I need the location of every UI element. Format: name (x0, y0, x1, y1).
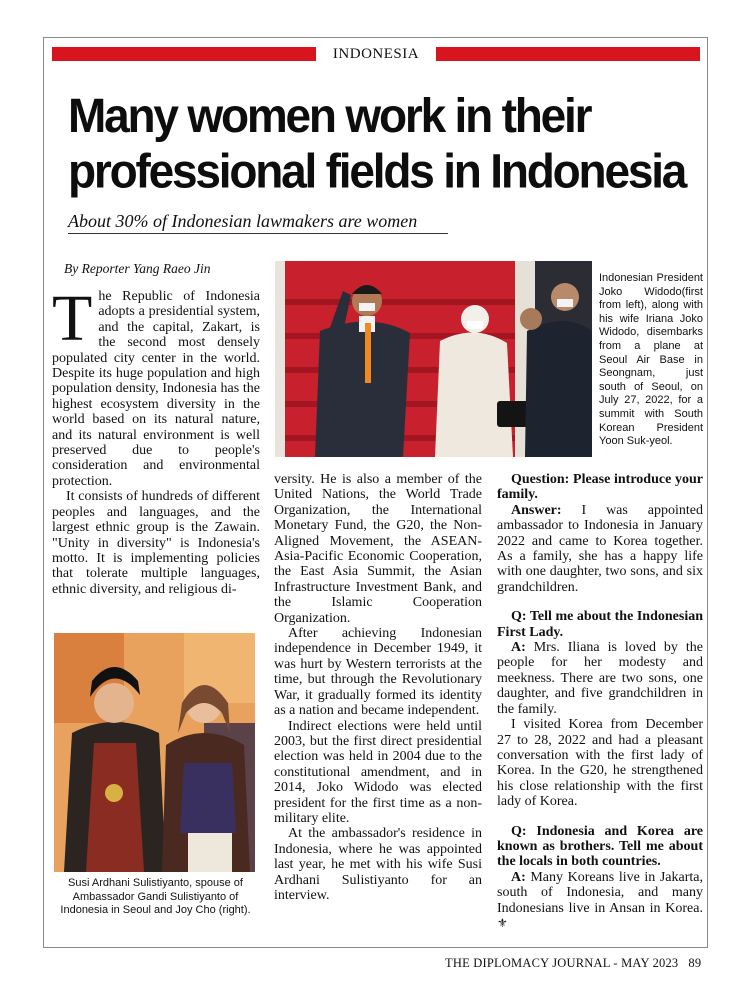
intro-paragraph: The Republic of Indonesia adopts a presidential system, and the capital, Zakart, is the second most densely populated city center in the world. Despite its huge population and high population density, Indonesia has the highest ecosystem diversity in the world based on its natural nature, and its natural environment is well preserved due to people's consideration and environmental protection. (52, 282, 260, 489)
photo-illustration (54, 633, 255, 872)
paragraph: At the ambassador's residence in Indonesia, where he was appointed last year, he met with his wife Susi Ardhani Sulistiyanto for an interview. (274, 826, 482, 903)
photo-president-arrival (275, 261, 592, 457)
paragraph: After achieving Indonesian independence in December 1949, it was hurt by Western terrorists at the time, but through the Revolutionary War, it gradually formed its identity as a nation and became independent. (274, 626, 482, 719)
caption-spouse-portrait: Susi Ardhani Sulistiyanto, spouse of Ambassador Gandi Sulistiyanto of Indonesia in Seoul and Joy Cho (right). (60, 877, 251, 917)
photo-spouse-portrait (54, 633, 255, 872)
section-bar-left (52, 47, 316, 61)
article-column-2 (274, 472, 482, 903)
photo-illustration (275, 261, 592, 457)
end-mark-icon: ⚜ (497, 915, 508, 930)
section-label: INDONESIA (332, 46, 420, 62)
subheadline-underline (68, 233, 448, 234)
headline-line-2: professional fields in Indonesia (68, 143, 686, 199)
caption-president-arrival: Indonesian President Joko Widodo(first from left), along with his wife Iriana Joko Widodo, disembarks from a plane at Seoul Air Base in Seongnam, just south of Seoul, on July 27, 2022, for a summit with South Korean President Yoon Suk-yeol. (599, 272, 703, 448)
interview-answer: A: Mrs. Iliana is loved by the people for her modesty and meekness. There are two sons, one daughter, and five grandchildren in the family. (497, 640, 703, 717)
publication-name: THE DIPLOMACY JOURNAL - MAY 2023 (445, 956, 679, 970)
interview-question: Question: Please introduce your family. (497, 472, 703, 503)
interview-question: Q: Tell me about the Indonesian First Lady. (497, 609, 703, 640)
paragraph: Indirect elections were held until 2003, but the first direct presidential election was held in 2004 due to the constitutional amendment, and in 2014, Joko Widodo was elected president for the first time as a non-military elite. (274, 718, 482, 826)
interview-question: Q: Indonesia and Korea are known as brothers. Tell me about the locals in both countries. (497, 823, 703, 870)
headline (68, 88, 708, 199)
paragraph: It consists of hundreds of different peoples and languages, and the largest ethnic group is the Zawain. "Unity in diversity" is Indonesia's motto. It is implementing policies that tolerate multiple languages, ethnic diversity, and religious di- (52, 489, 260, 597)
page-number: 89 (688, 956, 702, 970)
drop-cap: T (52, 282, 93, 355)
interview-answer: A: Many Koreans live in Jakarta, south of Indonesia, and many Indonesians live in Ansan in Korea. ⚜ (497, 869, 703, 930)
byline: By Reporter Yang Raeo Jin (64, 261, 211, 276)
page-footer (445, 956, 701, 971)
interview-answer: Answer: I was appointed ambassador to Indonesia in January 2022 and came to Korea together. As a family, she has a happy life with one daughter, two sons, and six grandchildren. (497, 502, 703, 595)
section-bar-right (436, 47, 700, 61)
interview-answer-cont: I visited Korea from December 27 to 28, 2022 and had a pleasant conversation with the first lady of Korea. In the G20, he strengthened his close relationship with the first lady of Korea. (497, 717, 703, 810)
paragraph: versity. He is also a member of the United Nations, the World Trade Organization, the International Monetary Fund, the G20, the Non-Aligned Movement, the ASEAN-Asia-Pacific Economic Cooperation, the East Asia Summit, the Asian Infrastructure Investment Bank, and the Islamic Cooperation Organization. (274, 472, 482, 626)
subheadline: About 30% of Indonesian lawmakers are women (68, 211, 418, 231)
article-column-1 (52, 282, 260, 597)
headline-line-1: Many women work in their (68, 88, 591, 143)
article-column-3 (497, 472, 703, 931)
